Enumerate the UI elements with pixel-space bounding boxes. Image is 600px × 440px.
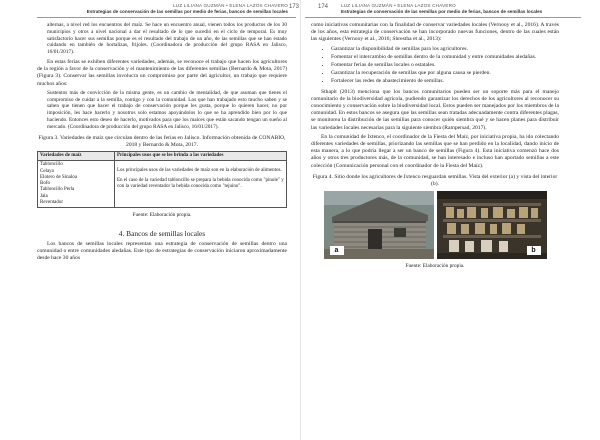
variety-item: Elotero de Sinaloa (40, 174, 77, 180)
varieties-table (37, 151, 287, 208)
list-item: • Fomentar ferias de semillas locales o estatales. (331, 62, 559, 69)
body-paragraph: como iniciativas comunitarias con la finalidad de conservar variedades locales (Vernooy et al., 2016). A través de los años, esta estrategia de conservación se han incorporado nuevas funciones, dentro de las cuales están las siguientes (Vernooy et al., 2016; Shrestha et al., 2013): (311, 22, 559, 43)
functions-list (311, 46, 559, 86)
right-page-body (311, 22, 559, 272)
right-page (300, 0, 600, 440)
table-header-uses: Principales usos que se les brinda a las variedades (115, 151, 287, 160)
figure-3-caption: Figura 3. Variedades de maíz que circulan dentro de las ferias en Jalisco. Información obtenida de CONABIO, 2018 y Bernardo & Mota, 2017. (38, 134, 286, 148)
body-paragraph: En estas ferias se exhiben diferentes variedades, además, se reconoce el trabajo que hacen los agricultores de la región a favor de la conservación y el mantenimiento de las diferentes semillas (Bernardo & Mota, 2017) (Figura 3). Conservar las semillas involucra un compromiso por parte del agricultor, un trabajo que requiere muchos años: (37, 58, 287, 87)
quote-paragraph: alternas, a nivel red los encuentros del maíz. Se hace un encuentro anual, vienen todos los productos de los 30 municipios y otros a nivel nacional a dar el resultado de lo que sucedió en el ciclo de temporal. Es muy satisfactorio hacer sus semillas porque es el resultado del trabajo de un año, de las semillas que se han estado cuidando en también de hortalizas, frijoles. (Coordinadora de producción del grupo RASA en Jalisco, 16/01/2017). (47, 22, 287, 56)
photo-label-a: a (330, 246, 344, 255)
use-text: Los principales usos de las variedades de maíz son en la elaboración de alimentos. (117, 168, 282, 174)
variety-item: Bofo (40, 181, 50, 187)
photo-label-b: b (527, 246, 541, 255)
variety-item: Celaya (40, 168, 54, 174)
figure-4-caption: Figura 4. Sitio donde los agricultores de Ixtenco resguardan semillas. Vista del exterior (a) y vista del interior (b). (312, 173, 558, 188)
list-item: • Garantizar la disponibilidad de semillas para los agricultores. (331, 46, 559, 53)
quote-paragraph: Sustentos más de convicción de la misma gente, es un cambio de mentalidad, de que asuman que tienes el compromiso de cuidar a la semilla, contigo y con la comunidad. Los que han trabajado esto mucho saben y se saben que tienen que hacer el trabajo de conservación porque les gusta, porque lo quieren hacer, no por imposición, les hace hacerlo y nosotros solo estamos apoyándolos lo que se ha aprendido bien por lo que haciendo. Entonces esto deseo de hacerlo, motivados para que los maíces que están sacando tengan un sueño al mercado. (Coordinadora de producción del grupo RASA en Jalisco, 16/01/2017). (47, 89, 287, 130)
header-divider (305, 17, 581, 18)
use-text: En el caso de la variedad tabloncillo se prepara la bebida conocida como "pinole" y con la variedad reventador la bebida conocida como "tejuino". (117, 177, 284, 189)
header-title: Estrategias de conservación de las semillas por medio de ferias, bancos de semillas locales (341, 9, 543, 14)
photo-interior (437, 191, 547, 259)
page-number: 173 (288, 4, 299, 10)
figure-source: Fuente: Elaboración propia. (405, 263, 465, 270)
header-divider (37, 17, 296, 18)
table-source: Fuente: Elaboración propia. (132, 212, 192, 219)
photo-exterior (324, 191, 434, 259)
variety-item: Tabloncillo Perla (40, 187, 75, 193)
page-number: 174 (318, 4, 329, 10)
variety-item: Tabloncillo (40, 162, 63, 168)
list-item: • Fortalecer las redes de abastecimiento de semillas. (331, 78, 559, 85)
running-header (87, 3, 288, 14)
header-authors: LUZ LILIANA GUZMÁN • ELENA LAZOS CHAVERO (173, 3, 288, 8)
left-page-body (37, 22, 287, 264)
list-item: • Garantizar la recuperación de semillas que por alguna causa se pierden. (331, 70, 559, 77)
body-paragraph: Sthapit (2013) menciona que los bancos comunitarios pueden ser un soporte más para el manejo comunitario de la biodiversidad agrícola, pudiendo garantizar los derechos de los agricultores al reconocer su conocimiento y conservación sobre la biodiversidad local. Estos pueden ser manejados por los miembros de la comunidad. En estos bancos se asegura que las semillas sean tratadas adecuadamente contra diferentes plagas, se monitorea la distribución de las semillas para conocer quién siembra qué y se hacen planes para distribuir las variedades locales necesarias para la siguiente siembra (Rampersad, 2017). (311, 88, 559, 131)
list-item: • Fomentar el intercambio de semillas dentro de la comunidad y entre comunidades aledañas. (331, 54, 559, 61)
body-paragraph: En la comunidad de Ixtenco, el coordinador de la Fiesta del Maíz, por iniciativa propia, ha ido colectando diferentes variedades de semillas, priorizando las semillas que se han perdido en la localidad, dando inicio de esta manera, a lo que podría llegar a ser un banco de semillas (Figura 4). Esta iniciativa comenzó hace dos años y otros tres productores más, de la comunidad, se han interesado e incluso han aportado semillas a este colección (Comunicación personal con el coordinador de la Fiesta del Maíz). (311, 133, 559, 169)
table-header-varieties: Variedades de maíz (38, 151, 115, 160)
header-title: Estrategias de conservación de las semillas por medio de ferias, bancos de semillas locales (86, 9, 288, 14)
figure-4-photos (311, 191, 559, 259)
variety-item: Jala (40, 193, 48, 199)
section-heading: 4. Bancos de semillas locales (118, 228, 206, 238)
varieties-cell (38, 161, 115, 208)
body-paragraph: Los bancos de semillas locales representan una estrategia de conservación de semillas dentro una comunidad o entre comunidades aledañas. Este tipo de estrategias de conservación iniciaron aproximadamente desde hace 30 años (37, 240, 287, 262)
uses-cell (115, 161, 287, 208)
header-authors: LUZ LILIANA GUZMÁN • ELENA LAZOS CHAVERO (341, 3, 456, 8)
variety-item: Reventador (40, 200, 64, 206)
running-header (341, 3, 542, 14)
